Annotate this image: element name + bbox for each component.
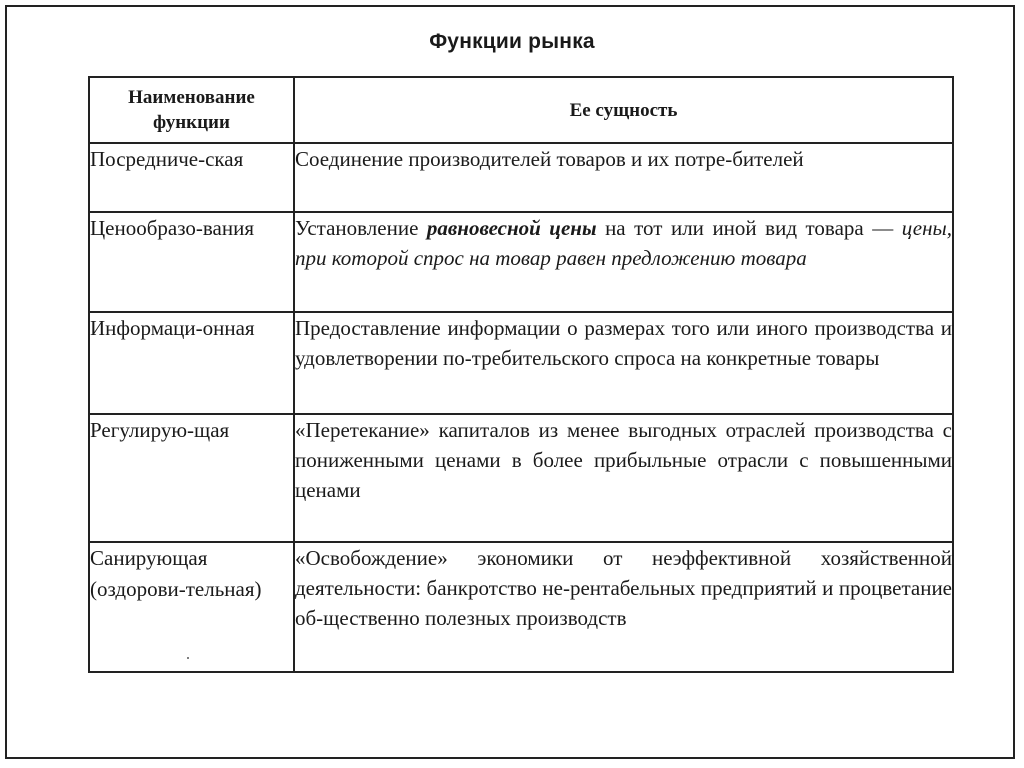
table-row [89,143,953,212]
header-essence: Ее сущность [294,77,953,143]
function-essence-cell: «Перетекание» капиталов из менее выгодных отраслей производства с пониженными ценами в более прибыльные отрасли с повышенными ценами [294,414,953,542]
essence-emphasis: равновесной цены [426,216,597,240]
function-name-cell: Ценообразо-вания [89,212,294,312]
header-function-name: Наименование функции [89,77,294,143]
table-row [89,542,953,672]
table-row [89,312,953,414]
function-essence-cell: «Освобождение» экономики от неэффективной хозяйственной деятельности: банкротство не-рентабельных предприятий и процветание об-щественно полезных производств [294,542,953,672]
function-name-cell: Санирующая (оздорови-тельная) [89,542,294,672]
function-name-cell: Информаци-онная [89,312,294,414]
essence-text: Установление [295,216,427,240]
function-essence-cell [294,212,953,312]
function-essence-cell: Соединение производителей товаров и их потре-бителей [294,143,953,212]
table-header-row [89,77,953,143]
essence-italic: цены, при которой спрос на товар равен предложению товара [295,216,952,270]
table-row [89,212,953,312]
market-functions-table [88,76,954,673]
function-name-cell: Регулирую-щая [89,414,294,542]
page-title: Функции рынка [429,30,595,53]
table-row [89,414,953,542]
essence-text: на тот или иной вид товара — [596,216,902,240]
function-name-cell: Посредниче-ская [89,143,294,212]
function-essence-cell: Предоставление информации о размерах того или иного производства и удовлетворении по-требительского спроса на конкретные товары [294,312,953,414]
speck-mark [187,657,189,659]
